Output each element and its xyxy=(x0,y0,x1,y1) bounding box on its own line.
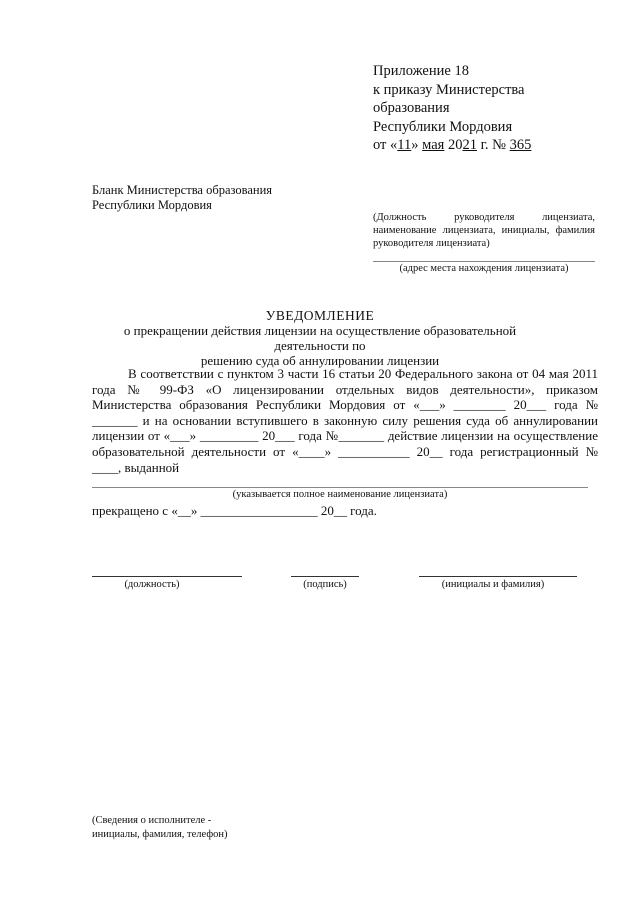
letterhead-line-1: Бланк Министерства образования xyxy=(92,183,273,197)
order-month: мая xyxy=(422,137,445,153)
name-caption: (инициалы и фамилия) xyxy=(441,579,545,590)
terminated-date: прекращено с «__» __________________ 20__ года. xyxy=(92,503,377,518)
letterhead xyxy=(92,183,272,213)
appendix-order-date xyxy=(373,136,531,155)
executor-info xyxy=(92,814,228,842)
position-line xyxy=(92,576,242,577)
signature-line xyxy=(291,576,359,577)
executor-line-1: (Сведения о исполнителе - xyxy=(92,815,212,826)
notice-heading: УВЕДОМЛЕНИЕ xyxy=(265,308,375,323)
notice-body xyxy=(92,366,598,475)
licensee-name-line xyxy=(92,487,588,488)
body-paragraph: В соответствии с пунктом 3 части 16 статьи 20 Федерального закона от 04 мая 2011 года № 99-ФЗ «О лицензировании отдельных видов деятельности», приказом Министерства образования Республики Мордовия от «___» ________ 20___ года № _______ и на основании вступившего в законную силу решения суда об аннулировании лицензии от «___» _________ 20___ года №_______ действие лицензии на осуществление образовательной деятельности от «____» ___________ 20__ года регистрационный № ____, выданной xyxy=(92,366,598,475)
notice-title xyxy=(86,308,554,368)
name-line xyxy=(419,576,577,577)
address-caption: (адрес места нахождения лицензиата) xyxy=(399,263,569,274)
year-prefix: 20 xyxy=(444,137,463,153)
order-day: 11 xyxy=(397,137,412,153)
appendix-republic: Республики Мордовия xyxy=(373,118,513,135)
position-caption: (должность) xyxy=(124,579,180,590)
order-mid: г. № xyxy=(476,137,510,153)
letterhead-line-2: Республики Мордовия xyxy=(92,198,212,212)
date-mid: » xyxy=(411,137,423,153)
appendix-number: Приложение 18 xyxy=(373,63,469,79)
address-field-line xyxy=(373,261,595,262)
signature-caption: (подпись) xyxy=(303,579,347,590)
appendix-order-ref: к приказу Министерства xyxy=(373,81,525,98)
notice-subtitle-1: о прекращении действия лицензии на осуществление образовательной деятельности по xyxy=(123,323,517,353)
date-prefix: от « xyxy=(373,137,398,153)
executor-line-2: инициалы, фамилия, телефон) xyxy=(92,829,228,840)
notice-subtitle-2: решению суда об аннулировании лицензии xyxy=(200,353,440,368)
appendix-block xyxy=(373,62,531,155)
licensee-caption: (указывается полное наименование лицензиата) xyxy=(232,489,448,500)
appendix-ministry: образования xyxy=(373,100,450,116)
addressee-hint: (Должность руководителя лицензиата, наименование лицензиата, инициалы, фамилия руководителя лицензиата) xyxy=(373,212,595,249)
order-year: 21 xyxy=(462,137,477,153)
order-number: 365 xyxy=(509,137,532,153)
